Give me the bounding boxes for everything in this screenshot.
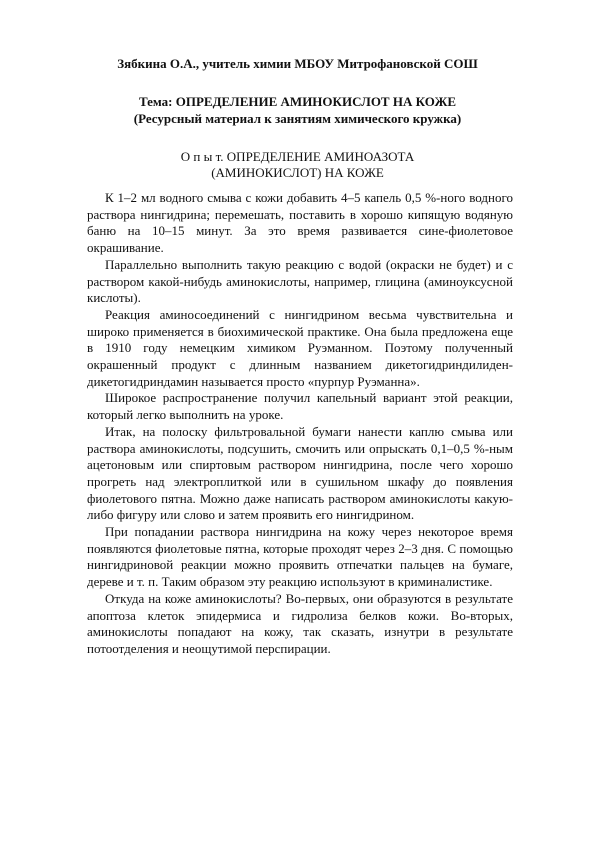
paragraph: Параллельно выполнить такую реакцию с водой (окраски не будет) и с раствором какой-нибудь аминокислоты, например, глицина (аминоуксусной кислоты). (87, 256, 513, 306)
experiment-title: О п ы т. ОПРЕДЕЛЕНИЕ АМИНОАЗОТА (180, 149, 415, 164)
experiment-subtitle: (АМИНОКИСЛОТ) НА КОЖЕ (211, 165, 384, 180)
theme-title: Тема: ОПРЕДЕЛЕНИЕ АМИНОКИСЛОТ НА КОЖЕ (138, 94, 457, 109)
paragraph: При попадании раствора нингидрина на кожу через некоторое время появляются фиолетовые пятна, которые проходят через 2–3 дня. С помощью нингидриновой реакции можно проявить отпечатки пальцев на бумаге, дереве и т. п. Таким образом эту реакцию используют в криминалистике. (87, 524, 513, 590)
paragraph: К 1–2 мл водного смыва с кожи добавить 4–5 капель 0,5 %-ного водного раствора нингидрина; перемешать, поставить в хорошо кипящую водяную баню на 10–15 минут. За это время развивается сине-фиолетовое окрашивание. (87, 190, 513, 256)
body-text (87, 190, 513, 658)
paragraph: Широкое распространение получил капельный вариант этой реакции, который легко выполнить на уроке. (87, 390, 513, 423)
paragraph: Реакция аминосоединений с нингидрином весьма чувствительна и широко применяется в биохимической практике. Она была предложена еще в 1910 году немецким химиком Руэманном. Поэтому полученный окрашенный продукт с длинным названием дикетогидриндилиден-дикетогидриндамин называется просто «пурпур Руэманна». (87, 306, 513, 389)
paragraph: Итак, на полоску фильтровальной бумаги нанести каплю смыва или раствора аминокислоты, подсушить, смочить или опрыскать 0,1–0,5 %-ным ацетоновым или спиртовым раствором нингидрина, после чего хорошо прогреть над электроплиткой или в сушильном шкафу до появления фиолетового пятна. Можно даже написать раствором аминокислоты какую-либо фигуру или слово и затем проявить его нингидрином. (87, 423, 513, 523)
paragraph: Откуда на коже аминокислоты? Во-первых, они образуются в результате апоптоза клеток эпидермиса и гидролиза белков кожи. Во-вторых, аминокислоты попадают на кожу, так сказать, изнутри в результате потоотделения и неощутимой перспирации. (87, 590, 513, 656)
theme-subtitle: (Ресурсный материал к занятиям химического кружка) (133, 111, 462, 126)
author-line: Зябкина О.А., учитель химии МБОУ Митрофановской СОШ (117, 56, 478, 71)
